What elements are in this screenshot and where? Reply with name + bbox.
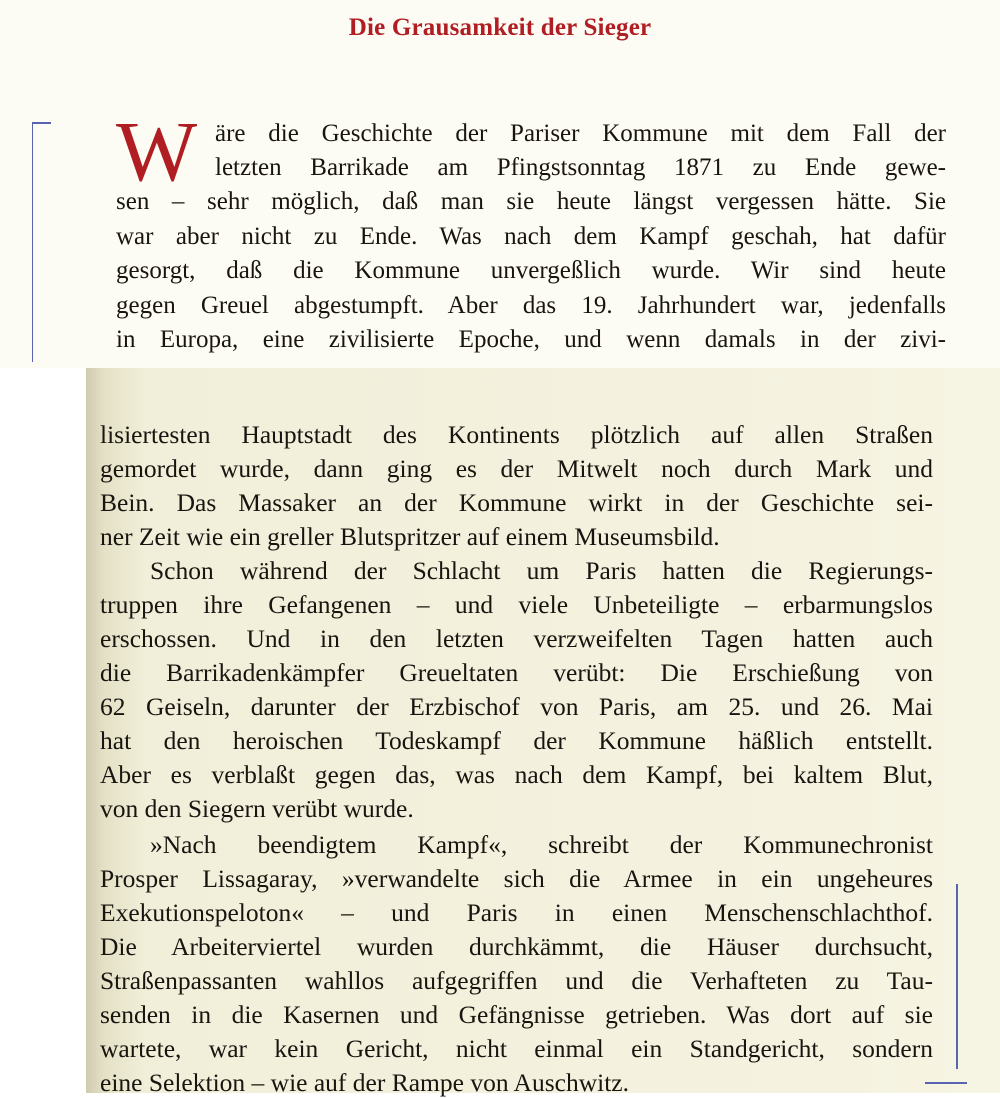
text-line: war aber nicht zu Ende. Was nach dem Kampf geschah, hat dafür [116, 223, 946, 250]
margin-pen-line [32, 122, 33, 362]
text-line: sen – sehr möglich, daß man sie heute längst vergessen hätte. Sie [116, 188, 946, 215]
text-line: senden in die Kasernen und Gefängnisse getrieben. Was dort auf sie [100, 1000, 933, 1029]
text-line: Aber es verblaßt gegen das, was nach dem Kampf, bei kaltem Blut, [100, 760, 933, 789]
drop-cap: W [116, 103, 198, 199]
text-line: gegen Greuel abgestumpft. Aber das 19. Jahrhundert war, jedenfalls [116, 292, 946, 319]
margin-pen-mark [33, 122, 51, 124]
text-line: 62 Geiseln, darunter der Erzbischof von Paris, am 25. und 26. Mai [100, 692, 933, 721]
text-line: äre die Geschichte der Pariser Kommune mit dem Fall der [215, 120, 946, 147]
text-line: von den Siegern verübt wurde. [100, 794, 414, 823]
text-line: in Europa, eine zivilisierte Epoche, und wenn damals in der zivi- [116, 326, 946, 353]
section-heading: Die Grausamkeit der Sieger [348, 14, 652, 41]
text-line: Straßenpassanten wahllos aufgegriffen und die Verhafteten zu Tau- [100, 966, 933, 995]
text-line: Schon während der Schlacht um Paris hatten die Regierungs- [150, 556, 933, 585]
text-line: letzten Barrikade am Pfingstsonntag 1871 zu Ende gewe- [215, 154, 946, 181]
text-line: truppen ihre Gefangenen – und viele Unbeteiligte – erbarmungslos [100, 590, 933, 619]
text-line: gemordet wurde, dann ging es der Mitwelt noch durch Mark und [100, 454, 933, 483]
text-line: die Barrikadenkämpfer Greueltaten verübt: Die Erschießung von [100, 658, 933, 687]
text-line: eine Selektion – wie auf der Rampe von Auschwitz. [100, 1068, 629, 1097]
text-line: gesorgt, daß die Kommune unvergeßlich wurde. Wir sind heute [116, 257, 946, 284]
text-line: »Nach beendigtem Kampf«, schreibt der Kommunechronist [150, 830, 933, 859]
text-line: hat den heroischen Todeskampf der Kommune häßlich entstellt. [100, 726, 933, 755]
text-line: Exekutionspeloton« – und Paris in einen Menschenschlachthof. [100, 898, 933, 927]
text-line: wartete, war kein Gericht, nicht einmal ein Standgericht, sondern [100, 1034, 933, 1063]
margin-pen-mark [925, 1082, 967, 1084]
text-line: Prosper Lissagaray, »verwandelte sich die Armee in ein ungeheures [100, 864, 933, 893]
text-line: ner Zeit wie ein greller Blutspritzer auf einem Museumsbild. [100, 522, 720, 551]
margin-pen-line [956, 884, 958, 1069]
text-line: Bein. Das Massaker an der Kommune wirkt in der Geschichte sei- [100, 488, 933, 517]
text-line: lisiertesten Hauptstadt des Kontinents plötzlich auf allen Straßen [100, 420, 933, 449]
text-line: erschossen. Und in den letzten verzweifelten Tagen hatten auch [100, 624, 933, 653]
text-line: Die Arbeiterviertel wurden durchkämmt, die Häuser durchsucht, [100, 932, 933, 961]
